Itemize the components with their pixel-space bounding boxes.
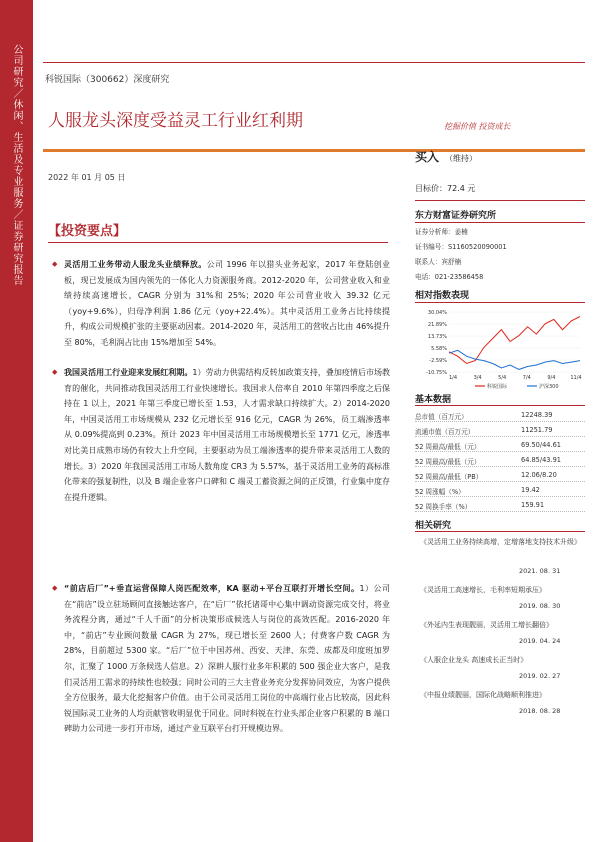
chart-rule — [415, 302, 585, 303]
relative-index-chart — [415, 304, 585, 390]
sidebar-category: 公司研究／休闲、生活及专业服务／证券研究报告 — [11, 44, 22, 286]
related-title: 相关研究 — [415, 521, 452, 531]
x-tick-label: 11/4 — [570, 375, 582, 381]
row-value: 12.06/8.20 — [521, 471, 557, 479]
row-label: 总市值（百万元） — [415, 413, 468, 421]
row-value: 12248.39 — [521, 411, 553, 419]
related-item-date: 2021. 08. 31 — [519, 567, 561, 575]
table-row — [415, 423, 585, 437]
x-tick-label: 5/4 — [498, 375, 507, 381]
x-tick-label: 9/4 — [547, 375, 556, 381]
y-tick-label: 5.58% — [431, 346, 447, 352]
row-value: 11251.79 — [521, 426, 553, 434]
header-rule — [43, 62, 585, 63]
rating-label: 买入 — [415, 150, 440, 164]
analyst-line — [415, 226, 468, 239]
row-label: 52 周最高/最低（元） — [415, 443, 481, 451]
report-title: 人服龙头深度受益灵工行业红利期 — [48, 111, 303, 131]
y-tick-label: -2.59% — [429, 358, 447, 364]
related-item-date: 2018. 08. 28 — [519, 707, 561, 715]
contact-line — [415, 256, 461, 269]
related-item-title[interactable]: 《灵活用工业务持续高增，定增落地支持技术升级》 — [420, 538, 581, 546]
related-item-title[interactable]: 《灵活用工高速增长，毛利率短期承压》 — [420, 586, 546, 594]
section-title: 【投资要点】 — [48, 224, 127, 239]
bullet-marker: ◆ — [52, 584, 58, 592]
target-price: 目标价：72.4 元 — [415, 184, 476, 193]
row-value: 159.91 — [521, 501, 545, 509]
table-row — [415, 483, 585, 497]
row-label: 52 周涨幅（%） — [415, 488, 465, 496]
row-label: 流通市值（百万元） — [415, 428, 475, 436]
row-label: 52 周最高/最低（PB） — [415, 473, 483, 481]
table-row — [415, 498, 585, 512]
x-tick-label: 3/4 — [473, 375, 482, 381]
report-date: 2022 年 01 月 05 日 — [48, 173, 126, 182]
related-item-title[interactable]: 《人服企业龙头 高速成长正当时》 — [420, 656, 528, 664]
bullet-2-lead: 我国灵活用工行业迎来发展红利期。 — [64, 368, 193, 377]
rating-note: （维持） — [445, 154, 478, 163]
x-tick-label: 1/4 — [448, 375, 458, 381]
rating — [415, 148, 585, 165]
legend-label: 科锐国际 — [487, 384, 508, 390]
x-tick-label: 7/4 — [522, 375, 531, 381]
slogan: 挖掘价值 投资成长 — [444, 122, 511, 131]
related-rule — [415, 531, 585, 532]
phone: 电话：021-23586458 — [415, 273, 484, 281]
y-tick-label: 13.73% — [427, 334, 447, 340]
bullet-2 — [64, 365, 390, 505]
row-value: 19.42 — [521, 486, 540, 494]
bullet-3 — [64, 581, 390, 737]
contact-label: 联系人： — [415, 258, 442, 266]
rating-rule — [415, 200, 585, 201]
related-item-title[interactable]: 《外延内生表现靓丽，灵活用工增长翻倍》 — [420, 621, 553, 629]
bullet-3-text: 1）公司在“前店”设立驻场顾问直接触达客户，在“后厂”依托诸哥中心集中调动资源完成交付，将业务流程分离，通过“千人千面”的分析决策形成候选人与岗位的高效匹配。2016-2020 年中，“前店”专业顾问数量 CAGR 为 27%，现已增长至 2600 人；付费客户数 CAGR 为 28%，目前超过 5300 家。“后厂”位于中国苏州、西安、天津、东莞、成都及印度班加罗尔，汇聚了 1000 万条候选人信息。2）深耕人服行业多年积累的 500 强企业大客户，是我们灵活用工需求的持续性也较强；同时公司的三大主营业务充分发挥协同效应，为客户提供全方位服务，最大化挖掘客户价值。由于公司灵活用工岗位的中高端行业占比较高，因此科锐国际灵工业务的人均贡献管收明显优于同业。同时科锐在行业头部企业客户积累的 B 端口碑助力公司进一步打开市场，通过产业互联平台打开规模边界。 — [64, 584, 390, 734]
bullet-1-text: 公司 1996 年以猎头业务起家，2017 年登陆创业板，现已发展成为国内领先的一体化人力资源服务商。2012-2020 年，公司营业收入和业绩持续高速增长，CAGR 分别为 31%和 25%；2020 年公司营业收入 39.32 亿元（yoy+9.6%），归母净利润 1.86 亿元（yoy+22.4%）。其中灵活用工业务占比持续提升，构成公司规模扩张的主要驱动因素。2014-2020 年，灵活用工的营收占比由 46%提升至 80%，毛利润占比由 15%增加至 54%。 — [64, 260, 390, 347]
row-value: 69.50/44.61 — [521, 441, 561, 449]
related-item-date: 2019. 02. 27 — [519, 672, 561, 680]
related-item-date: 2019. 04. 24 — [519, 637, 561, 645]
analyst-name: 姜楠 — [454, 228, 468, 236]
legend-label: 沪深300 — [539, 384, 559, 390]
institute-rule — [415, 222, 585, 223]
chart-section-title: 相对指数表现 — [415, 291, 470, 301]
analyst-label: 证券分析师： — [415, 228, 455, 236]
section-rule — [48, 242, 388, 243]
cert-number: 证书编号：S1160520090001 — [415, 243, 507, 251]
bullet-1-lead: 灵活用工业务带动人服龙头业绩释放。 — [64, 260, 207, 269]
basic-data-title: 基本数据 — [415, 395, 452, 405]
y-tick-label: 30.04% — [427, 310, 447, 316]
related-item-date: 2019. 08. 30 — [519, 602, 561, 610]
institute-name: 东方财富证券研究所 — [415, 211, 497, 221]
bullet-2-text: 1）劳动力供需结构反转加政策支持，叠加疫情后市场教育的催化，共同推动我国灵活用工行业快速增长。我国求人倍率自 2010 年第四季度之后保持在 1 以上，2021 年第三季度已增长至 1.53，人才需求缺口持续扩大。2）2014-2020 年，中国灵活用工市场规模从 232 亿元增长至 916 亿元，CAGR 为 26%，员工端渗透率从 0.09%提高到 0.23%。预计 2023 年中国灵活用工市场规模增长至 1771 亿元，渗透率对比美日成熟市场仍有较大上升空间，主要驱动为员工端渗透率的提升带来灵活用工人数的增长。3）2020 年我国灵活用工市场人数角度 CR3 为 5.57%，基于灵活用工业务的高标准化带来的强复制性，以及 B 端企业客户口碑和 C 端灵工蓄资源之间的正反馈，行业集中度存在提升逻辑。 — [64, 368, 391, 502]
bullet-marker: ◆ — [52, 260, 58, 268]
bullet-marker: ◆ — [52, 368, 58, 376]
table-row — [415, 468, 585, 482]
sidebar — [0, 0, 33, 842]
basic-data-rule — [415, 405, 585, 406]
y-tick-label: -10.75% — [426, 370, 447, 376]
table-row — [415, 408, 585, 422]
bullet-3-lead: “前店后厂”+垂直运营保障人岗匹配效率，KA 驱动+平台互联打开增长空间。 — [64, 584, 360, 593]
row-label: 52 周最高/最低（元） — [415, 458, 481, 466]
row-label: 52 周换手率（%） — [415, 503, 472, 511]
table-row — [415, 438, 585, 452]
report-subtitle: 科锐国际（300662）深度研究 — [45, 75, 170, 85]
contact-name: 宾舒楠 — [441, 258, 462, 266]
bullet-1 — [64, 257, 390, 351]
row-value: 64.85/43.91 — [521, 456, 561, 464]
related-item-title[interactable]: 《中报业绩靓丽，国际化战略顺利推进》 — [420, 691, 546, 699]
y-tick-label: 21.89% — [427, 322, 447, 328]
table-row — [415, 453, 585, 467]
